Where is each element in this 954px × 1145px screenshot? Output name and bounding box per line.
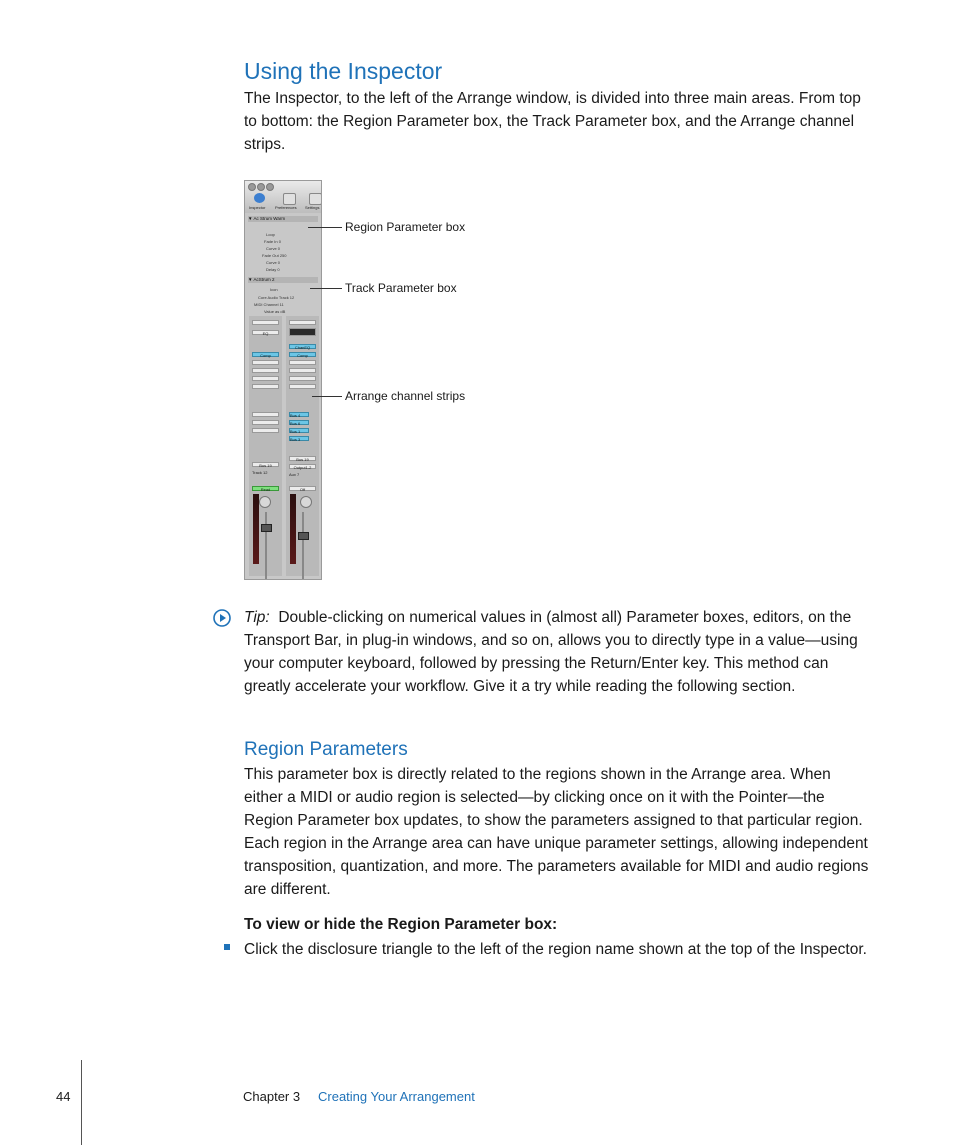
insert-slot[interactable] <box>289 384 316 389</box>
preferences-icon <box>283 193 296 205</box>
send-slot[interactable] <box>252 420 279 425</box>
page-number: 44 <box>56 1089 71 1104</box>
tip-label: Tip: <box>244 609 270 626</box>
io-slot[interactable]: Bus 19 <box>252 462 279 467</box>
insert-slot[interactable] <box>252 384 279 389</box>
footer-chapter: Chapter 3 <box>243 1089 301 1104</box>
settings-icon <box>309 193 322 205</box>
region-parameter-header[interactable] <box>248 216 318 222</box>
volume-fader-track <box>265 512 267 580</box>
region-row[interactable]: Curve 0 <box>266 246 281 251</box>
tip-text: Double-clicking on numerical values in (almost all) Parameter boxes, editors, on the Transport Bar, in plug-in windows, and so on, allows you to directly type in a value—using your computer keyboard, followed by pressing the Return/Enter key. This method can greatly accelerate your workflow. Give it a try while reading the following section. <box>244 609 858 695</box>
callout-line <box>312 396 342 397</box>
track-row[interactable]: Value as dB <box>264 309 286 314</box>
strip-setting-button[interactable] <box>252 320 279 325</box>
track-row[interactable]: MIDI Channel 11 <box>254 302 284 307</box>
insert-slot[interactable] <box>252 376 279 381</box>
pan-knob[interactable] <box>259 496 271 508</box>
intro-paragraph: The Inspector, to the left of the Arrange window, is divided into three main areas. From top to bottom: the Region Parameter box, the Track Parameter box, and the Arrange channel strips. <box>244 90 861 153</box>
minimize-window-icon <box>257 183 265 191</box>
channel-strip-right <box>286 316 319 576</box>
inspector-toolbar <box>245 181 321 213</box>
close-window-icon <box>248 183 256 191</box>
inspector-screenshot <box>244 180 322 580</box>
send-slot[interactable]: Bus 4 <box>289 412 309 417</box>
volume-fader-handle[interactable] <box>261 524 272 532</box>
footer-chapter-title[interactable]: Creating Your Arrangement <box>318 1089 475 1104</box>
procedure-title: To view or hide the Region Parameter box: <box>244 916 558 933</box>
callout-arrange-channel-strips: Arrange channel strips <box>345 389 466 403</box>
insert-slot[interactable]: Comp <box>289 352 316 357</box>
region-row[interactable]: Loop <box>266 232 275 237</box>
region-parameters-paragraph: This parameter box is directly related to the regions shown in the Arrange area. When either a MIDI or audio region is selected—by clicking once on it with the Pointer—the Region Parameter box updates, to show the parameters assigned to that particular region. Each region in the Arrange area can have unique parameter settings, allowing independent transposition, quantization, and more. The parameters available for MIDI and audio regions are different. <box>244 766 869 898</box>
track-name: AcStrum 2 <box>253 277 275 282</box>
strip-name: Aux 7 <box>289 472 300 477</box>
zoom-window-icon <box>266 183 274 191</box>
insert-slot[interactable]: Comp <box>252 352 279 357</box>
volume-fader-handle[interactable] <box>298 532 309 540</box>
send-slot[interactable] <box>252 428 279 433</box>
strip-setting-button[interactable] <box>289 320 316 325</box>
level-meter <box>290 494 296 564</box>
tip-arrow-icon <box>213 609 231 627</box>
region-row[interactable]: Delay 0 <box>266 267 280 272</box>
page-title: Using the Inspector <box>244 58 443 84</box>
track-row[interactable]: Icon <box>270 287 278 292</box>
insert-slot[interactable] <box>252 368 279 373</box>
volume-fader-track <box>302 512 304 580</box>
region-row[interactable]: Fade Out 250 <box>262 253 287 258</box>
region-name: Ac Strum Warm <box>253 216 286 221</box>
disclosure-triangle-icon[interactable]: ▼ <box>248 216 253 221</box>
send-slot[interactable]: Bus 3 <box>289 436 309 441</box>
track-parameter-header[interactable] <box>248 277 318 283</box>
eq-slot[interactable]: EQ <box>252 330 279 335</box>
output-slot[interactable]: Output1-2 <box>289 464 316 469</box>
region-row[interactable]: Fade In 0 <box>264 239 281 244</box>
callout-region-parameter-box: Region Parameter box <box>345 220 466 234</box>
toolbar-label-settings: Settings <box>305 205 320 210</box>
insert-slot[interactable] <box>289 360 316 365</box>
procedure-step: Click the disclosure triangle to the left of the region name shown at the top of the Inspector. <box>244 941 867 958</box>
input-slot[interactable]: Bus 19 <box>289 456 316 461</box>
automation-mode-button[interactable]: Off <box>289 486 316 491</box>
region-row[interactable]: Curve 0 <box>266 260 281 265</box>
toolbar-label-inspector: Inspector <box>249 205 266 210</box>
callout-track-parameter-box: Track Parameter box <box>345 281 457 295</box>
send-slot[interactable]: Bus 1 <box>289 428 309 433</box>
insert-slot[interactable] <box>289 368 316 373</box>
send-slot[interactable] <box>252 412 279 417</box>
insert-slot[interactable] <box>252 360 279 365</box>
tip-paragraph <box>244 606 870 698</box>
section-heading: Region Parameters <box>244 739 408 760</box>
track-row[interactable]: Core Audio Track 12 <box>258 295 295 300</box>
callout-line <box>310 288 342 289</box>
callout-line <box>308 227 342 228</box>
toolbar-label-preferences: Preferences <box>275 205 297 210</box>
send-slot[interactable]: Bus 6 <box>289 420 309 425</box>
disclosure-triangle-icon[interactable]: ▼ <box>248 277 253 282</box>
insert-slot[interactable] <box>289 376 316 381</box>
channel-strip-left <box>249 316 282 576</box>
inspector-icon <box>254 193 265 203</box>
bullet-icon <box>224 944 230 950</box>
automation-mode-button[interactable]: Read <box>252 486 279 491</box>
eq-thumbnail[interactable] <box>289 328 316 336</box>
pan-knob[interactable] <box>300 496 312 508</box>
footer-divider <box>81 1060 82 1145</box>
level-meter <box>253 494 259 564</box>
strip-name: Track 12 <box>252 470 268 475</box>
insert-slot[interactable]: ChanEQ <box>289 344 316 349</box>
